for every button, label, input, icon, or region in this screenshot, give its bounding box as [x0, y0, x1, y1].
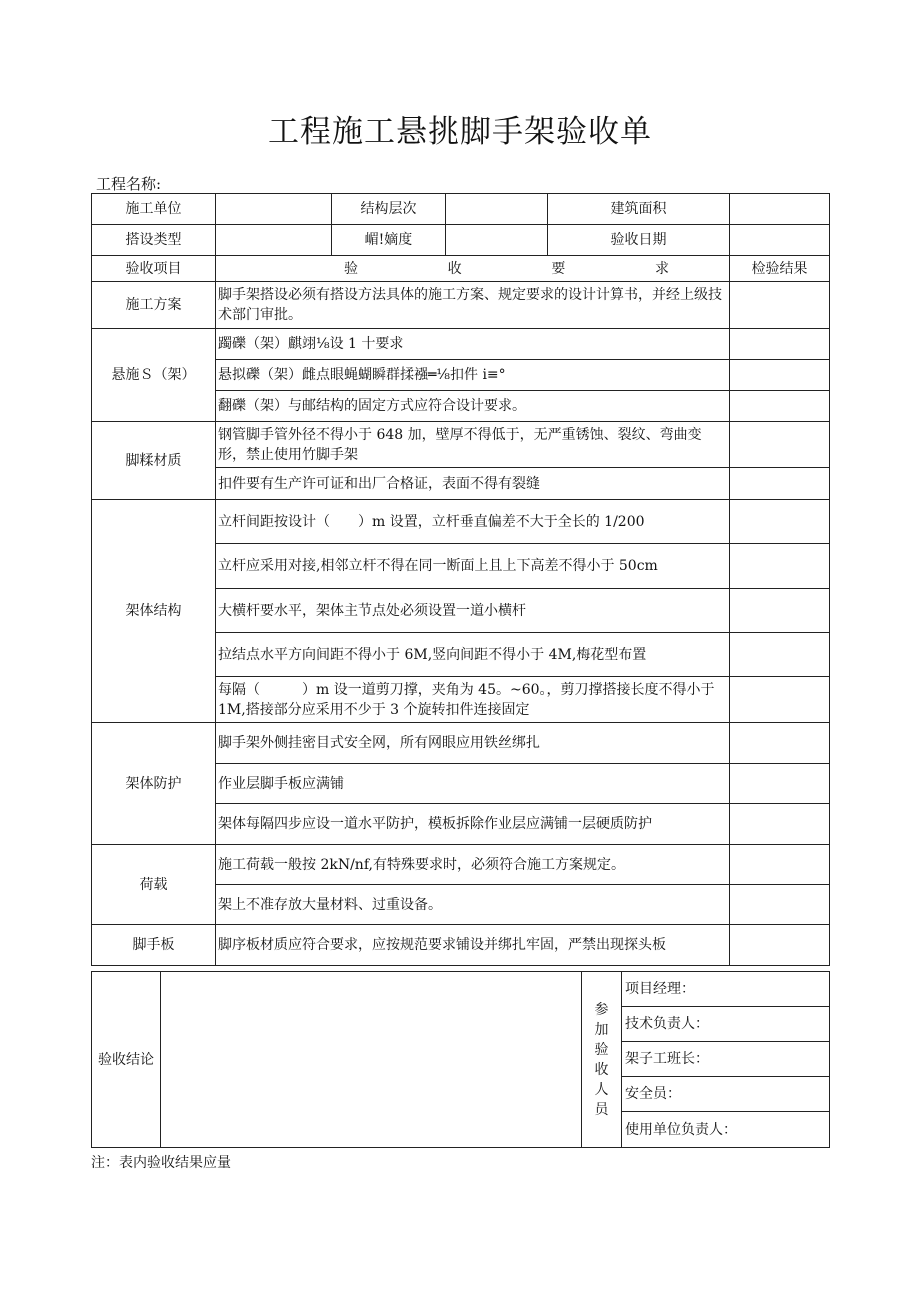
table-row	[92, 723, 830, 764]
result-cell[interactable]	[730, 500, 830, 544]
requirement-text: 躅礫（架）麒翊⅛设 1 十要求	[216, 329, 730, 360]
requirement-text: 钢管脚手管外径不得小于 648 加，壁厚不得低于，无严重锈蚀、裂纹、弯曲变形，禁止使用竹脚手架	[216, 422, 730, 468]
section-name: 施工方案	[92, 282, 216, 329]
requirement-text: 架体每隔四步应设一道水平防护，模板拆除作业层应满铺一层硬质防护	[216, 804, 730, 845]
conclusion-label: 验收结论	[92, 972, 161, 1148]
section-name: 架体防护	[92, 723, 216, 845]
result-cell[interactable]	[730, 468, 830, 500]
signer-technical-lead[interactable]: 技术负责人：	[622, 1007, 830, 1042]
height-label: 嵋!嫡度	[332, 225, 446, 256]
requirement-text: 架上不准存放大量材料、过重设备。	[216, 885, 730, 925]
requirement-text: 作业层脚手板应满铺	[216, 764, 730, 804]
col-result: 检验结果	[730, 256, 830, 282]
construction-unit-value[interactable]	[216, 194, 332, 225]
section-name: 脚手板	[92, 925, 216, 966]
requirement-text: 悬拟礫（架）雌点眼蝇蝴瞬群揉襁═⅛扣件 i≡°	[216, 360, 730, 391]
table-row	[92, 500, 830, 544]
result-cell[interactable]	[730, 845, 830, 885]
conclusion-text-area[interactable]	[161, 972, 582, 1148]
col-item: 验收项目	[92, 256, 216, 282]
section-name: 脚糅材质	[92, 422, 216, 500]
structure-level-label: 结构层次	[332, 194, 446, 225]
signer-scaffold-foreman[interactable]: 架子工班长：	[622, 1042, 830, 1077]
table-row	[92, 845, 830, 885]
result-cell[interactable]	[730, 677, 830, 723]
header-row-1	[92, 194, 830, 225]
result-cell[interactable]	[730, 422, 830, 468]
structure-level-value[interactable]	[446, 194, 548, 225]
footnote: 注：表内验收结果应量	[91, 1155, 231, 1171]
signer-safety-officer[interactable]: 安全员：	[622, 1077, 830, 1112]
result-cell[interactable]	[730, 282, 830, 329]
conclusion-table	[91, 971, 830, 1148]
project-name-label: 工程名称:	[96, 175, 162, 193]
result-cell[interactable]	[730, 723, 830, 764]
requirement-text: 翻礫（架）与邮结构的固定方式应符合设计要求。	[216, 391, 730, 422]
col-requirements: 验 收 要 求	[216, 256, 730, 282]
acceptance-date-value[interactable]	[730, 225, 830, 256]
requirement-text: 立杆间距按设计（ ）m 设置，立杆垂直偏差不大于全长的 1/200	[216, 500, 730, 544]
result-cell[interactable]	[730, 329, 830, 360]
participants-label: 参 加 验 收 人 员	[582, 972, 622, 1148]
signer-user-unit-lead[interactable]: 使用单位负责人：	[622, 1112, 830, 1148]
height-value[interactable]	[446, 225, 548, 256]
result-cell[interactable]	[730, 544, 830, 589]
result-cell[interactable]	[730, 764, 830, 804]
requirement-text: 脚手架外侧挂密目式安全网，所有网眼应用铁丝绑扎	[216, 723, 730, 764]
result-cell[interactable]	[730, 925, 830, 966]
requirement-text: 立杆应采用对接,相邻立杆不得在同一断面上且上下高差不得小于 50cm	[216, 544, 730, 589]
construction-unit-label: 施工单位	[92, 194, 216, 225]
requirement-text: 脚序板材质应符合要求，应按规范要求铺设并绑扎牢固，严禁出现探头板	[216, 925, 730, 966]
requirement-text: 施工荷载一般按 2kN/nf,有特殊要求时，必须符合施工方案规定。	[216, 845, 730, 885]
page-title: 工程施工悬挑脚手架验收单	[268, 114, 652, 150]
inspection-table	[91, 193, 830, 966]
result-cell[interactable]	[730, 885, 830, 925]
building-area-value[interactable]	[730, 194, 830, 225]
erection-type-label: 搭设类型	[92, 225, 216, 256]
requirement-text: 每隔（ ）m 设一道剪刀撑，夹角为 45。~60。，剪刀撑搭接长度不得小于 1M,搭接部分应采用不少于 3 个旋转扣件连接固定	[216, 677, 730, 723]
signer-project-manager[interactable]: 项目经理：	[622, 972, 830, 1007]
result-cell[interactable]	[730, 391, 830, 422]
result-cell[interactable]	[730, 633, 830, 677]
column-header-row	[92, 256, 830, 282]
erection-type-value[interactable]	[216, 225, 332, 256]
requirement-text: 拉结点水平方向间距不得小于 6M,竖向间距不得小于 4M,梅花型布置	[216, 633, 730, 677]
requirement-text: 大横杆要水平，架体主节点处必须设置一道小横杆	[216, 589, 730, 633]
table-row	[92, 925, 830, 966]
result-cell[interactable]	[730, 804, 830, 845]
section-name: 荷载	[92, 845, 216, 925]
requirement-text: 脚手架搭设必须有搭设方法具体的施工方案、规定要求的设计计算书，并经上级技术部门审批。	[216, 282, 730, 329]
result-cell[interactable]	[730, 360, 830, 391]
table-row	[92, 329, 830, 360]
header-row-2	[92, 225, 830, 256]
requirement-text: 扣件要有生产许可证和出厂合格证，表面不得有裂缝	[216, 468, 730, 500]
result-cell[interactable]	[730, 589, 830, 633]
building-area-label: 建筑面积	[548, 194, 730, 225]
section-name: 架体结构	[92, 500, 216, 723]
table-row	[92, 282, 830, 329]
table-row	[92, 422, 830, 468]
section-name: 悬施Ｓ（架）	[92, 329, 216, 422]
acceptance-date-label: 验收日期	[548, 225, 730, 256]
